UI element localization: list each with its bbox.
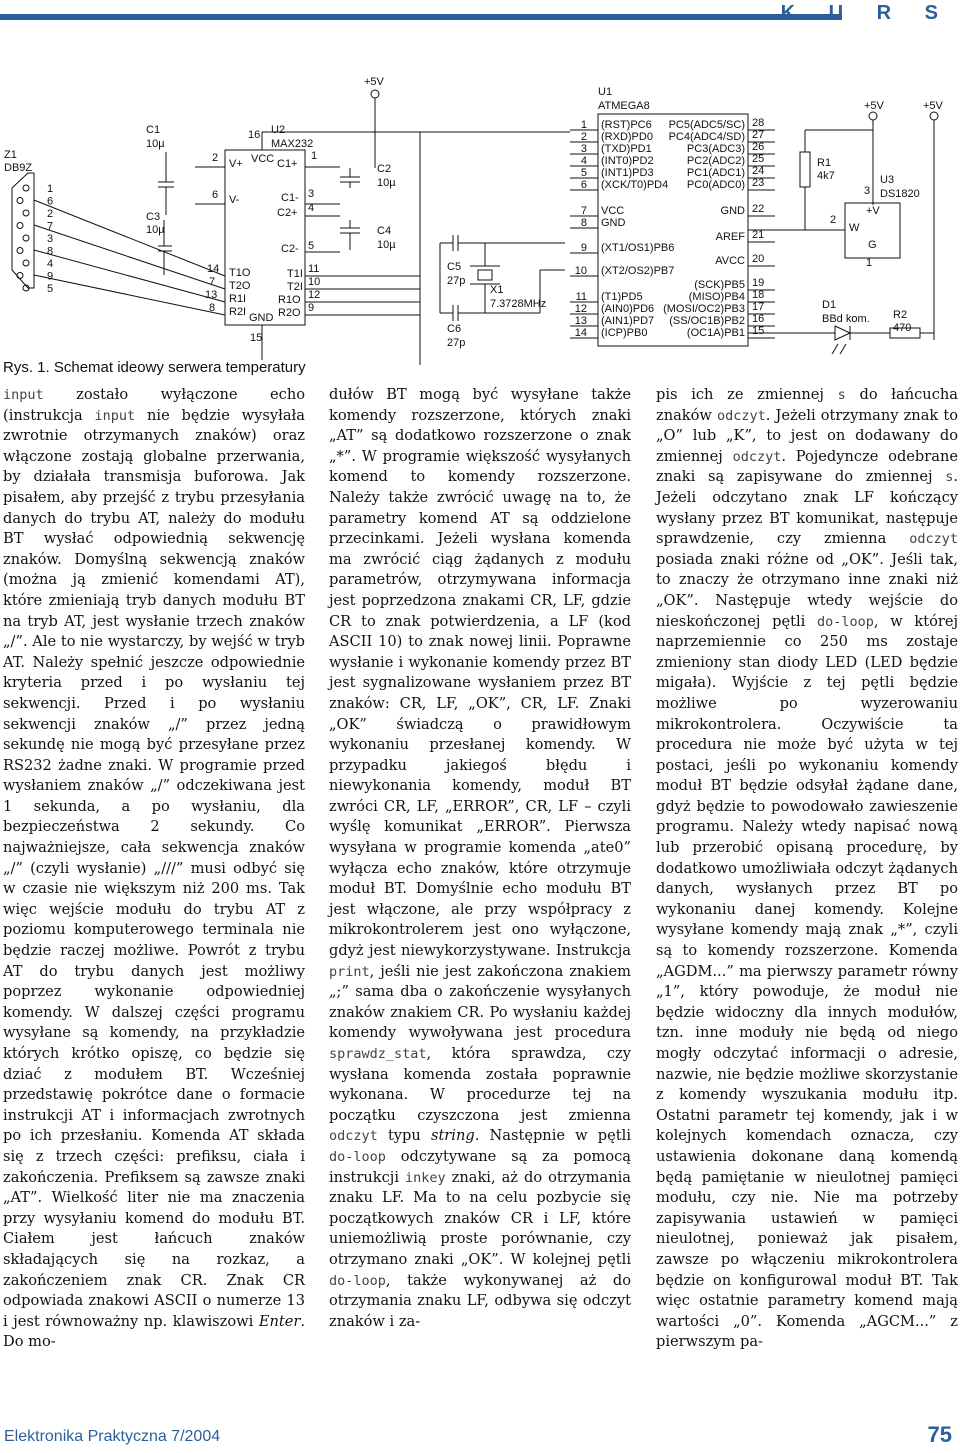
svg-text:27p: 27p — [447, 337, 466, 349]
pin-label: 6 — [580, 179, 587, 191]
db9-pin — [23, 260, 29, 266]
pin-label: PC5(ADC5/SC) — [668, 119, 745, 131]
code-term: input — [3, 387, 44, 403]
body-text: posiada znaki różne od „OK”. Jeśli tak, to znaczy że otrzymano inne znaki niż „OK”. Następuje wtedy wejście do nieskończonej pętli — [656, 550, 958, 630]
svg-text:T2I: T2I — [287, 281, 303, 293]
svg-text:T1O: T1O — [229, 267, 251, 279]
svg-text:T2O: T2O — [229, 280, 251, 292]
svg-text:R1: R1 — [817, 157, 832, 169]
pin-label: VCC — [601, 205, 625, 217]
db9-pin — [23, 235, 29, 241]
code-term: do-loop — [329, 1148, 386, 1165]
pin-label: 1 — [580, 119, 587, 131]
capacitor-c3 — [146, 211, 172, 275]
code-term: s — [837, 387, 846, 403]
pin-label: PC1(ADC1) — [686, 167, 745, 179]
pin-label: 22 — [752, 203, 765, 215]
svg-text:U2: U2 — [271, 124, 286, 136]
svg-text:C5: C5 — [447, 261, 462, 273]
code-term: sprawdz_stat — [329, 1046, 427, 1062]
svg-text:15: 15 — [250, 332, 263, 344]
ic-u2-max232 — [34, 124, 420, 360]
pin-label: 12 — [574, 303, 587, 315]
emphasis: Enter — [258, 1312, 301, 1330]
svg-text:U1: U1 — [598, 86, 613, 98]
db9-pin — [23, 210, 29, 216]
svg-text:W: W — [849, 222, 860, 234]
pin-label: (AIN0)PD6 — [601, 303, 655, 315]
svg-text:7: 7 — [209, 276, 216, 288]
svg-text:5: 5 — [308, 240, 315, 252]
page-header — [0, 0, 960, 30]
svg-text:8: 8 — [209, 302, 216, 314]
db9-pin — [17, 248, 23, 254]
svg-text:V-: V- — [229, 194, 240, 206]
svg-text:ATMEGA8: ATMEGA8 — [598, 100, 650, 112]
pin-label: 2 — [580, 131, 587, 143]
pin-label: GND — [720, 205, 745, 217]
svg-text:V+: V+ — [229, 158, 243, 170]
body-text: , jeśli nie jest zakończona znakiem „;” sama dba o zakończenie wysyłanych znaków znakiem CR. Po wysłaniu każdej komendy wywoływana jest procedura — [329, 962, 631, 1042]
body-text: , także wykonywanej aż do otrzymania znaku LF, odbywa się odczyt znaków i za- — [329, 1271, 631, 1330]
pin-label: AREF — [715, 231, 745, 243]
body-text: . Do mo- — [3, 1312, 305, 1351]
svg-text:10: 10 — [308, 276, 321, 288]
db9-pin — [17, 273, 23, 279]
svg-text:9: 9 — [308, 302, 315, 314]
svg-text:6: 6 — [212, 189, 219, 201]
pin-label: 7 — [47, 220, 54, 233]
pin-label: GND — [601, 217, 626, 229]
svg-text:+5V: +5V — [923, 100, 943, 112]
svg-text:2: 2 — [212, 152, 219, 164]
svg-text:2: 2 — [830, 214, 837, 226]
svg-text:12: 12 — [308, 289, 321, 301]
code-term: odczyt — [329, 1128, 378, 1145]
pin-label: 15 — [752, 325, 765, 337]
pin-label: (AIN1)PD7 — [601, 315, 655, 327]
svg-text:4k7: 4k7 — [817, 170, 835, 182]
pin-label: (XCK/T0)PD4 — [601, 179, 669, 191]
body-text: . Następnie w pętli — [474, 1127, 631, 1145]
svg-text:BBd kom.: BBd kom. — [822, 313, 870, 325]
svg-text:X1: X1 — [490, 284, 504, 296]
circuit-schematic — [0, 70, 960, 370]
svg-text:VCC: VCC — [251, 153, 275, 165]
svg-text:4: 4 — [308, 202, 315, 214]
pin-label: (SS/OC1B)PB2 — [669, 315, 745, 327]
body-text: typu — [377, 1127, 431, 1145]
text-column-1 — [3, 385, 305, 1353]
svg-text:10µ: 10µ — [146, 224, 165, 236]
pin-label: 4 — [580, 155, 587, 167]
section-label: K U R S — [780, 2, 952, 24]
svg-text:10µ: 10µ — [377, 239, 396, 251]
pin-label: 4 — [47, 258, 54, 270]
svg-text:R2I: R2I — [229, 306, 247, 318]
text-column-3 — [656, 385, 958, 1353]
pin-label: 16 — [752, 313, 765, 325]
pin-label: 25 — [752, 153, 765, 165]
body-text: odczytywane są za pomocą instrukcji — [329, 1147, 631, 1186]
journal-name: Elektronika Praktyczna 7/2004 — [4, 1428, 221, 1445]
svg-text:27p: 27p — [447, 275, 466, 287]
pin-label: 14 — [574, 327, 587, 339]
pin-label: (RST)PC6 — [601, 119, 652, 131]
pin-label: 1 — [47, 183, 54, 195]
pin-label: 18 — [752, 289, 765, 301]
sensor-section — [748, 100, 944, 354]
svg-text:R1I: R1I — [229, 293, 247, 305]
db9-pin — [23, 185, 29, 191]
svg-text:7.3728MHz: 7.3728MHz — [490, 298, 547, 310]
ic-u1-atmega8 — [570, 86, 775, 346]
text-column-2 — [329, 385, 631, 1332]
pin-label: 26 — [752, 141, 765, 153]
svg-text:C1-: C1- — [281, 192, 299, 204]
page-number: 75 — [927, 1422, 952, 1447]
svg-text:16: 16 — [248, 129, 261, 141]
svg-text:11: 11 — [308, 263, 320, 275]
figure-number: Rys. 1. — [3, 359, 50, 376]
svg-text:C2+: C2+ — [277, 207, 298, 219]
pin-label: (INT0)PD2 — [601, 155, 654, 167]
pin-label: 13 — [574, 315, 587, 327]
pin-label: 28 — [752, 117, 765, 129]
svg-text:10µ: 10µ — [146, 138, 165, 150]
code-term: odczyt — [732, 448, 782, 465]
pin-label: 3 — [47, 233, 54, 245]
body-text: dułów BT mogą być wysyłane także komendy rozszerzone, których znaki „AT” są dodatkowo rozszerzone o znak „*”. W programie większość wysyłanych komend to komendy rozszerzone. Należy także zwrócić uwagę na to, że parametry komend AT są oddzielone przecinkami. Jeżeli wysłana komenda ma zwrócić ciąg żądanych z modułu parametrów, otrzymywana informacja jest poprzedzona znakami CR, LF, gdzie CR to znak potwierdzenia, a LF (kod ASCII 10) to znak nowej linii. Poprawne wysłanie i wykonanie komendy przez BT jest sygnalizowane wysłaniem przez BT znaków: CR, LF, „OK”, CR, LF. Znaki „OK” świadczą o prawidłowym wykonaniu przesłanej komendy. W przypadku jakiegoś błędu i niewykonania komendy, moduł BT zwróci CR, LF, „ERROR”, CR, LF – czyli wyślę komunikat „ERROR”. Pierwsza wysyłana w programie komenda „ate0” wyłącza echo znaków, które otrzymuje moduł BT. Domyślnie echo modułu BT jest włączone, ale przy współpracy z mikrokontrolerem jest ono wyłączone, gdyż jest niewykorzystywane. Instrukcja — [329, 386, 631, 960]
svg-text:R2: R2 — [893, 309, 908, 321]
pin-label: 8 — [580, 217, 587, 229]
svg-text:13: 13 — [205, 289, 218, 301]
svg-text:C4: C4 — [377, 225, 392, 237]
pin-label: 21 — [752, 229, 765, 241]
code-term: s — [945, 469, 954, 486]
pin-label: 11 — [575, 291, 587, 303]
svg-text:470: 470 — [893, 322, 912, 334]
emphasis: string — [430, 1127, 475, 1145]
svg-text:R2O: R2O — [278, 307, 301, 319]
svg-text:DS1820: DS1820 — [880, 188, 920, 200]
svg-text:C1: C1 — [146, 124, 161, 136]
svg-text:1: 1 — [311, 150, 318, 162]
body-text: znaki, aż do otrzymania znaku LF. Ma to na celu pozbycie się początkowych znaków CR i LF, które uniemożliwią proste porównanie, czy otrzymano znaki „OK”. W kolejnej pętli — [329, 1168, 631, 1268]
svg-text:R1O: R1O — [278, 294, 301, 306]
body-text: nie będzie wysyłała zwrotnie otrzymanych znaków) oraz włączone zostają globalne przerwania, by działała transmisja buforowa. Jak pisałem, aby przejść z trybu przesyłania danych do trybu AT, należy do modułu BT wysłać odpowiednią sekwencję znaków. Domyślną sekwencją znaków (można ją zmienić komendami AT), które zmieniają tryb danych modułu BT na tryb AT, jest wysłanie trzech znaków „/”. Ale to nie wystarczy, by wejść w tryb AT. Należy spełnić jeszcze odpowiednie kryteria przed i po wysłaniu tej sekwencji. Przed i po wysłaniu sekwencji znaków „/” przez jedną sekundę nie mogą być przesyłane przez RS232 żadne znaki. W programie przed wysłaniem znaków „/” odczekiwana jest 1 sekunda, a po wysłaniu, dla bezpieczeństwa 2 sekundy. Co najważniejsze, cała sekwencja znaków „/” (czyli wysłanie) „///” musi odbyć się w czasie nie większym niż 200 ms. Tak więc wejście modułu do trybu AT z poziomu komputerowego terminala nie będzie raczej możliwe. Powrót z trybu AT do trybu danych jest możliwy poprzez wykonanie odpowiedniej komendy. W dalszej części programu wysyłane są komendy, na przykładzie których krótko opiszę, co będzie się dziać z modułem BT. Wcześniej przedstawię pokrótce dane o formacie instrukcji AT i informacjach zwrotnych po ich przesłaniu. Komenda AT składa się z trzech części: prefiksu, ciała i zakończenia. Prefiksem są zawsze znaki „AT”. Wielkość liter nie ma znaczenia przy wysyłaniu komend do modułu BT. Ciałem jest łańcuch znaków składających się na rozkaz, a zakończeniem znak CR. Znak CR odpowiada znakowi ASCII o numerze 13 i jest równoważny np. klawiszowi — [3, 406, 305, 1330]
pin-label: (XT1/OS1)PB6 — [601, 242, 675, 254]
figure-title: Schemat ideowy serwera temperatury — [53, 359, 306, 376]
pin-label: 5 — [47, 283, 54, 295]
svg-text:GND: GND — [249, 312, 274, 324]
svg-text:G: G — [868, 239, 877, 251]
pin-label: (SCK)PB5 — [694, 279, 745, 291]
pin-label: (OC1A)PB1 — [686, 327, 745, 339]
db9-pin — [17, 223, 23, 229]
pin-label: 6 — [47, 195, 54, 208]
code-term: do-loop — [816, 613, 874, 630]
pin-label: PC0(ADC0) — [686, 179, 745, 191]
body-text: , która sprawdza, czy wysłana komenda została poprawnie wykonana. W procedurze tej na początku czyszczona jest zmienna — [329, 1045, 631, 1124]
svg-text:3: 3 — [864, 185, 871, 197]
code-term: odczyt — [909, 531, 958, 548]
pin-label: PC3(ADC3) — [686, 143, 745, 155]
z1-label: Z1 — [4, 149, 17, 161]
svg-text:+5V: +5V — [364, 76, 384, 88]
db9-connector — [4, 149, 53, 295]
code-term: inkey — [405, 1169, 446, 1186]
svg-text:C1+: C1+ — [277, 158, 298, 170]
svg-text:3: 3 — [308, 188, 315, 200]
code-term: input — [94, 407, 136, 424]
pin-label: (T1)PD5 — [601, 291, 643, 303]
db9-pin — [17, 198, 23, 204]
pin-label: PC2(ADC2) — [686, 155, 745, 167]
pin-label: (MISO)PB4 — [688, 291, 745, 303]
svg-text:14: 14 — [207, 263, 220, 275]
svg-text:U3: U3 — [880, 174, 895, 186]
pin-label: 23 — [752, 177, 765, 189]
svg-text:D1: D1 — [822, 299, 837, 311]
pin-label: 5 — [580, 167, 587, 179]
body-text: . Pojedyncze odebrane znaki są zapisywane do zmiennej — [656, 447, 958, 486]
pin-label: (ICP)PB0 — [601, 327, 648, 339]
code-term: odczyt — [717, 407, 766, 424]
svg-text:+5V: +5V — [864, 100, 884, 112]
pin-label: 24 — [752, 165, 765, 177]
pin-label: 3 — [580, 143, 587, 155]
svg-text:C2: C2 — [377, 163, 392, 175]
body-text: zostało wyłączone echo (instrukcja — [3, 386, 305, 424]
pin-label: 2 — [47, 208, 54, 220]
figure-caption — [3, 359, 306, 376]
pin-label: AVCC — [715, 255, 745, 267]
z1-type: DB9Z — [4, 162, 33, 174]
pin-label: (MOSI/OC2)PB3 — [663, 303, 745, 315]
crystal-oscillator — [440, 235, 565, 349]
svg-text:1: 1 — [866, 257, 873, 269]
body-text: do łańcucha znaków — [656, 386, 958, 424]
code-term: print — [329, 963, 370, 980]
pin-label: 20 — [752, 253, 765, 265]
pin-label: 8 — [47, 245, 54, 258]
svg-text:MAX232: MAX232 — [271, 138, 314, 150]
pin-label: (INT1)PD3 — [601, 167, 654, 179]
svg-text:10µ: 10µ — [377, 177, 396, 189]
pin-label: 9 — [47, 270, 54, 283]
pin-label: 10 — [574, 265, 587, 277]
body-text: , w której naprzemiennie co 250 ms zostaje zmieniony stan diody LED (LED będzie migała). Wyjście z tej pętli będzie możliwe po wyzerowaniu mikrokontrolera. Oczywiście ta procedura nie może być użyta w tej postaci, jeśli po wykonaniu komendy moduł BT będzie odsyłał żądane dane, gdyż będzie to powodowało zawieszenie programu. Należy wtedy napisać nową lub przerobić opisaną procedurę, by dodatkowo umożliwiała odczyt żądanych danych, wysłanych przez BT po wykonaniu danej komendy. Kolejne wysyłane komendy mają znak „*”, czyli są to komendy rozszerzone. Komenda „AGDM...” ma pierwszy parametr równy „1”, który powoduje, że moduł nie będzie widoczny dla innych modułów, tzn. inne moduły nie będą od niego mogły odczytać informacji o adresie, nazwie, nie będzie możliwe skorzystanie z komendy wyszukania modułu itp. Ostatni parametr tej komendy, jak i w kolejnych komendach oznacza, czy ustawienia dokonane daną komendą będą pamiętanie w nieulotnej pamięci modułu, czy nie. Nie ma potrzeby zapisywania ustawień w pamięci nieulotnej, ponieważ jak pisałem, zawsze po włączeniu mikrokontrolera będzie on konfigurowal moduł BT. Tak więc ostatnie parametry komend mają wartości „0”. Komenda „AGCM...” z pierwszym pa- — [656, 612, 958, 1351]
pin-label: 9 — [580, 242, 587, 254]
svg-text:C2-: C2- — [281, 243, 299, 255]
svg-text:C6: C6 — [447, 323, 462, 335]
pin-label: (RXD)PD0 — [601, 131, 653, 143]
pin-label: 27 — [752, 129, 765, 141]
pin-label: PC4(ADC4/SD) — [668, 131, 745, 143]
body-text: . Jeżeli odczytano znak LF kończący wysłany przez BT komunikat, następuje sprawdzenie, czy zmienna — [656, 468, 958, 548]
svg-text:C3: C3 — [146, 211, 161, 223]
pin-label: 19 — [752, 277, 765, 289]
pin-label: (XT2/OS2)PB7 — [601, 265, 675, 277]
code-term: do-loop — [329, 1272, 386, 1289]
capacitor-c1 — [146, 124, 174, 215]
pin-label: (TXD)PD1 — [601, 143, 652, 155]
body-text: . Jeżeli otrzymany znak to „O” lub „K”, to jest on dodawany do zmiennej — [656, 406, 958, 465]
pin-label: 17 — [752, 301, 765, 313]
pin-label: 7 — [580, 205, 587, 217]
body-text: pis ich ze zmiennej — [656, 386, 838, 403]
capacitor-c2-c4 — [262, 76, 570, 365]
svg-text:+V: +V — [866, 205, 880, 217]
header-rule — [0, 14, 842, 20]
svg-text:T1I: T1I — [287, 268, 303, 280]
